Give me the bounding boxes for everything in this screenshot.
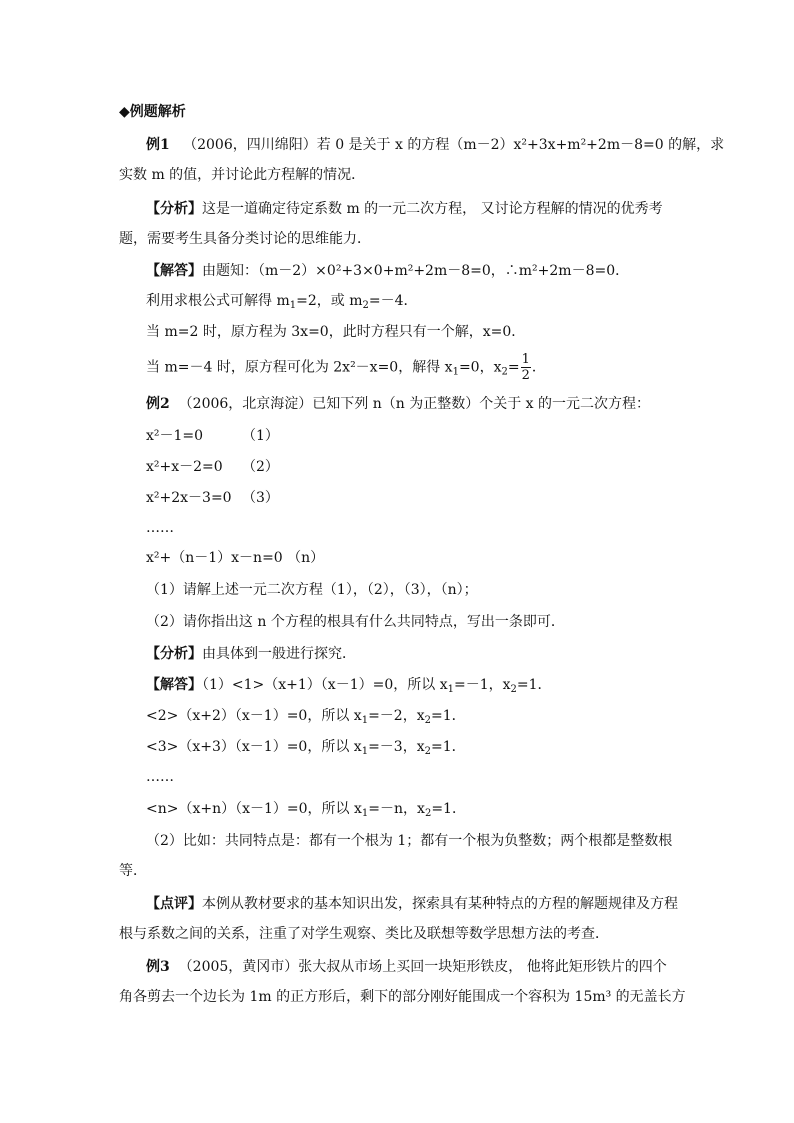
ex1-answer-line2-c: =－4．: [368, 293, 418, 309]
subscript-1: 1: [289, 300, 297, 311]
ex2-comment-tag: 【点评】: [146, 896, 202, 912]
ex2-answer-line1: [146, 675, 552, 700]
ex1-analysis-line2: 题，需要考生具备分类讨论的思维能力．: [119, 231, 371, 247]
subscript-2: 2: [424, 746, 431, 757]
ex2-label: 例2: [146, 396, 170, 412]
ex1-answer-line2-b: =2，或 m: [296, 293, 363, 309]
ex2-part2-line1: （2）比如：共同特点是：都有一个根为 1；都有一个根为负整数；两个根都是整数根: [146, 833, 673, 849]
subscript-1: 1: [452, 366, 459, 378]
ex1-answer-line3: 当 m=2 时，原方程为 3x=0，此时方程只有一个解，x=0．: [146, 324, 526, 340]
ex1-analysis-line1: [146, 199, 663, 219]
ex1-answer-line4-c: =: [507, 359, 520, 376]
ex3-line1-text: （2005，黄冈市）张大叔从市场上买回一块矩形铁皮， 他将此矩形铁片的四个: [178, 959, 667, 975]
ex1-answer-line1: [146, 261, 629, 281]
ex1-answer-line2: [146, 291, 418, 316]
ex3-line1: [146, 957, 667, 977]
fraction-numerator: 1: [521, 352, 530, 367]
ex2-ansn-c: =1．: [431, 801, 466, 817]
ex2-ansn-a: <n>（x+n）（x－1）=0，所以 x: [146, 801, 362, 817]
ex2-eq2-number: （2）: [242, 459, 279, 475]
ex2-line1-text: （2006，北京海淀）已知下列 n（n 为正整数）个关于 x 的一元二次方程：: [178, 396, 651, 412]
ex2-answer-line3: [146, 737, 466, 762]
ex2-ans1-a: （1）<1>（x+1）（x－1）=0，所以 x: [202, 677, 448, 693]
ex2-analysis: [146, 644, 356, 664]
subscript-2: 2: [362, 300, 369, 311]
subscript-2: 2: [424, 715, 431, 726]
ex2-comment-text: 本例从教材要求的基本知识出发，探索具有某种特点的方程的解题规律及方程: [202, 896, 678, 912]
ex2-part2-line2: 等．: [119, 863, 147, 879]
ex2-eq2-line: [146, 457, 279, 477]
ex1-label: 例1: [146, 137, 170, 153]
subscript-1: 1: [447, 684, 454, 695]
subscript-1: 1: [361, 808, 369, 819]
ex3-line2: 角各剪去一个边长为 1m 的正方形后，剩下的部分刚好能围成一个容积为 15m³ 的无盖长方: [119, 989, 686, 1005]
ex2-analysis-text: 由具体到一般进行探究．: [202, 646, 356, 662]
ex1-answer-line4-b: =0，x: [458, 359, 502, 376]
ex2-ans1-b: =－1，x: [453, 677, 511, 693]
ex2-question1: （1）请解上述一元二次方程（1），（2），（3），（n）；: [146, 582, 478, 598]
ex2-eq3-number: （3）: [242, 490, 279, 506]
subscript-2: 2: [424, 808, 432, 819]
subscript-2: 2: [501, 366, 508, 378]
ex2-ansn-b: =－n，x: [368, 801, 425, 817]
ex2-ans1-c: =1．: [516, 677, 552, 693]
ex2-dots2: ……: [146, 769, 174, 785]
ex2-ans2-c: =1．: [430, 708, 466, 724]
ex1-answer-line4-end: ．: [531, 359, 546, 376]
ex1-answer-text: 由题知：（m－2）×0²+3×0+m²+2m－8=0，∴m²+2m－8=0．: [202, 263, 630, 279]
ex2-eq1: x²－1=0: [146, 428, 204, 444]
ex2-eq3-line: [146, 488, 279, 508]
ex2-comment-line2: 根与系数之间的关系，注重了对学生观察、类比及联想等数学思想方法的考查．: [119, 926, 609, 942]
ex1-answer-line4: [146, 352, 546, 383]
ex2-eq1-line: [146, 426, 279, 446]
ex2-eq1-number: （1）: [242, 428, 279, 444]
ex2-eqn: x²+（n－1）x－n=0 （n）: [146, 550, 325, 566]
ex2-question2: （2）请你指出这 n 个方程的根具有什么共同特点，写出一条即可．: [146, 614, 565, 630]
ex1-analysis-text: 这是一道确定待定系数 m 的一元二次方程， 又讨论方程解的情况的优秀考: [202, 201, 663, 217]
ex2-answer-tag: 【解答】: [146, 677, 202, 693]
fraction-one-half: [521, 352, 531, 383]
ex1-answer-line2-a: 利用求根公式可解得 m: [146, 293, 290, 309]
ex2-analysis-tag: 【分析】: [146, 646, 202, 662]
section-heading: ◆例题解析: [119, 104, 186, 120]
ex2-ans2-b: =－2，x: [368, 708, 425, 724]
ex2-ans3-b: =－3，x: [368, 739, 425, 755]
subscript-1: 1: [361, 715, 369, 726]
fraction-denominator: 2: [521, 368, 530, 383]
ex3-label: 例3: [146, 959, 170, 975]
ex2-ans3-c: =1．: [430, 739, 466, 755]
ex1-answer-tag: 【解答】: [146, 263, 202, 279]
ex2-ans3-a: <3>（x+3）（x－1）=0，所以 x: [146, 739, 362, 755]
ex2-eq2: x²+x－2=0: [146, 459, 223, 475]
ex2-dots1: ……: [146, 520, 174, 536]
ex1-line1: [146, 135, 724, 155]
subscript-2: 2: [510, 684, 517, 695]
ex2-ans2-a: <2>（x+2）（x－1）=0，所以 x: [146, 708, 362, 724]
ex1-answer-line4-a: 当 m=－4 时，原方程可化为 2x²－x=0，解得 x: [146, 359, 453, 376]
ex1-analysis-tag: 【分析】: [146, 201, 202, 217]
ex2-answer-line2: [146, 706, 466, 731]
ex2-comment-line1: [146, 894, 678, 914]
ex1-line2: 实数 m 的值，并讨论此方程解的情况．: [119, 167, 366, 183]
ex2-line1: [146, 394, 650, 414]
ex2-eq3: x²+2x－3=0: [146, 490, 232, 506]
ex1-line1-text: （2006，四川绵阳）若 0 是关于 x 的方程（m－2）x²+3x+m²+2m－8=0 的解，求: [183, 137, 725, 153]
subscript-1: 1: [361, 746, 369, 757]
ex2-answer-linen: [146, 799, 466, 824]
